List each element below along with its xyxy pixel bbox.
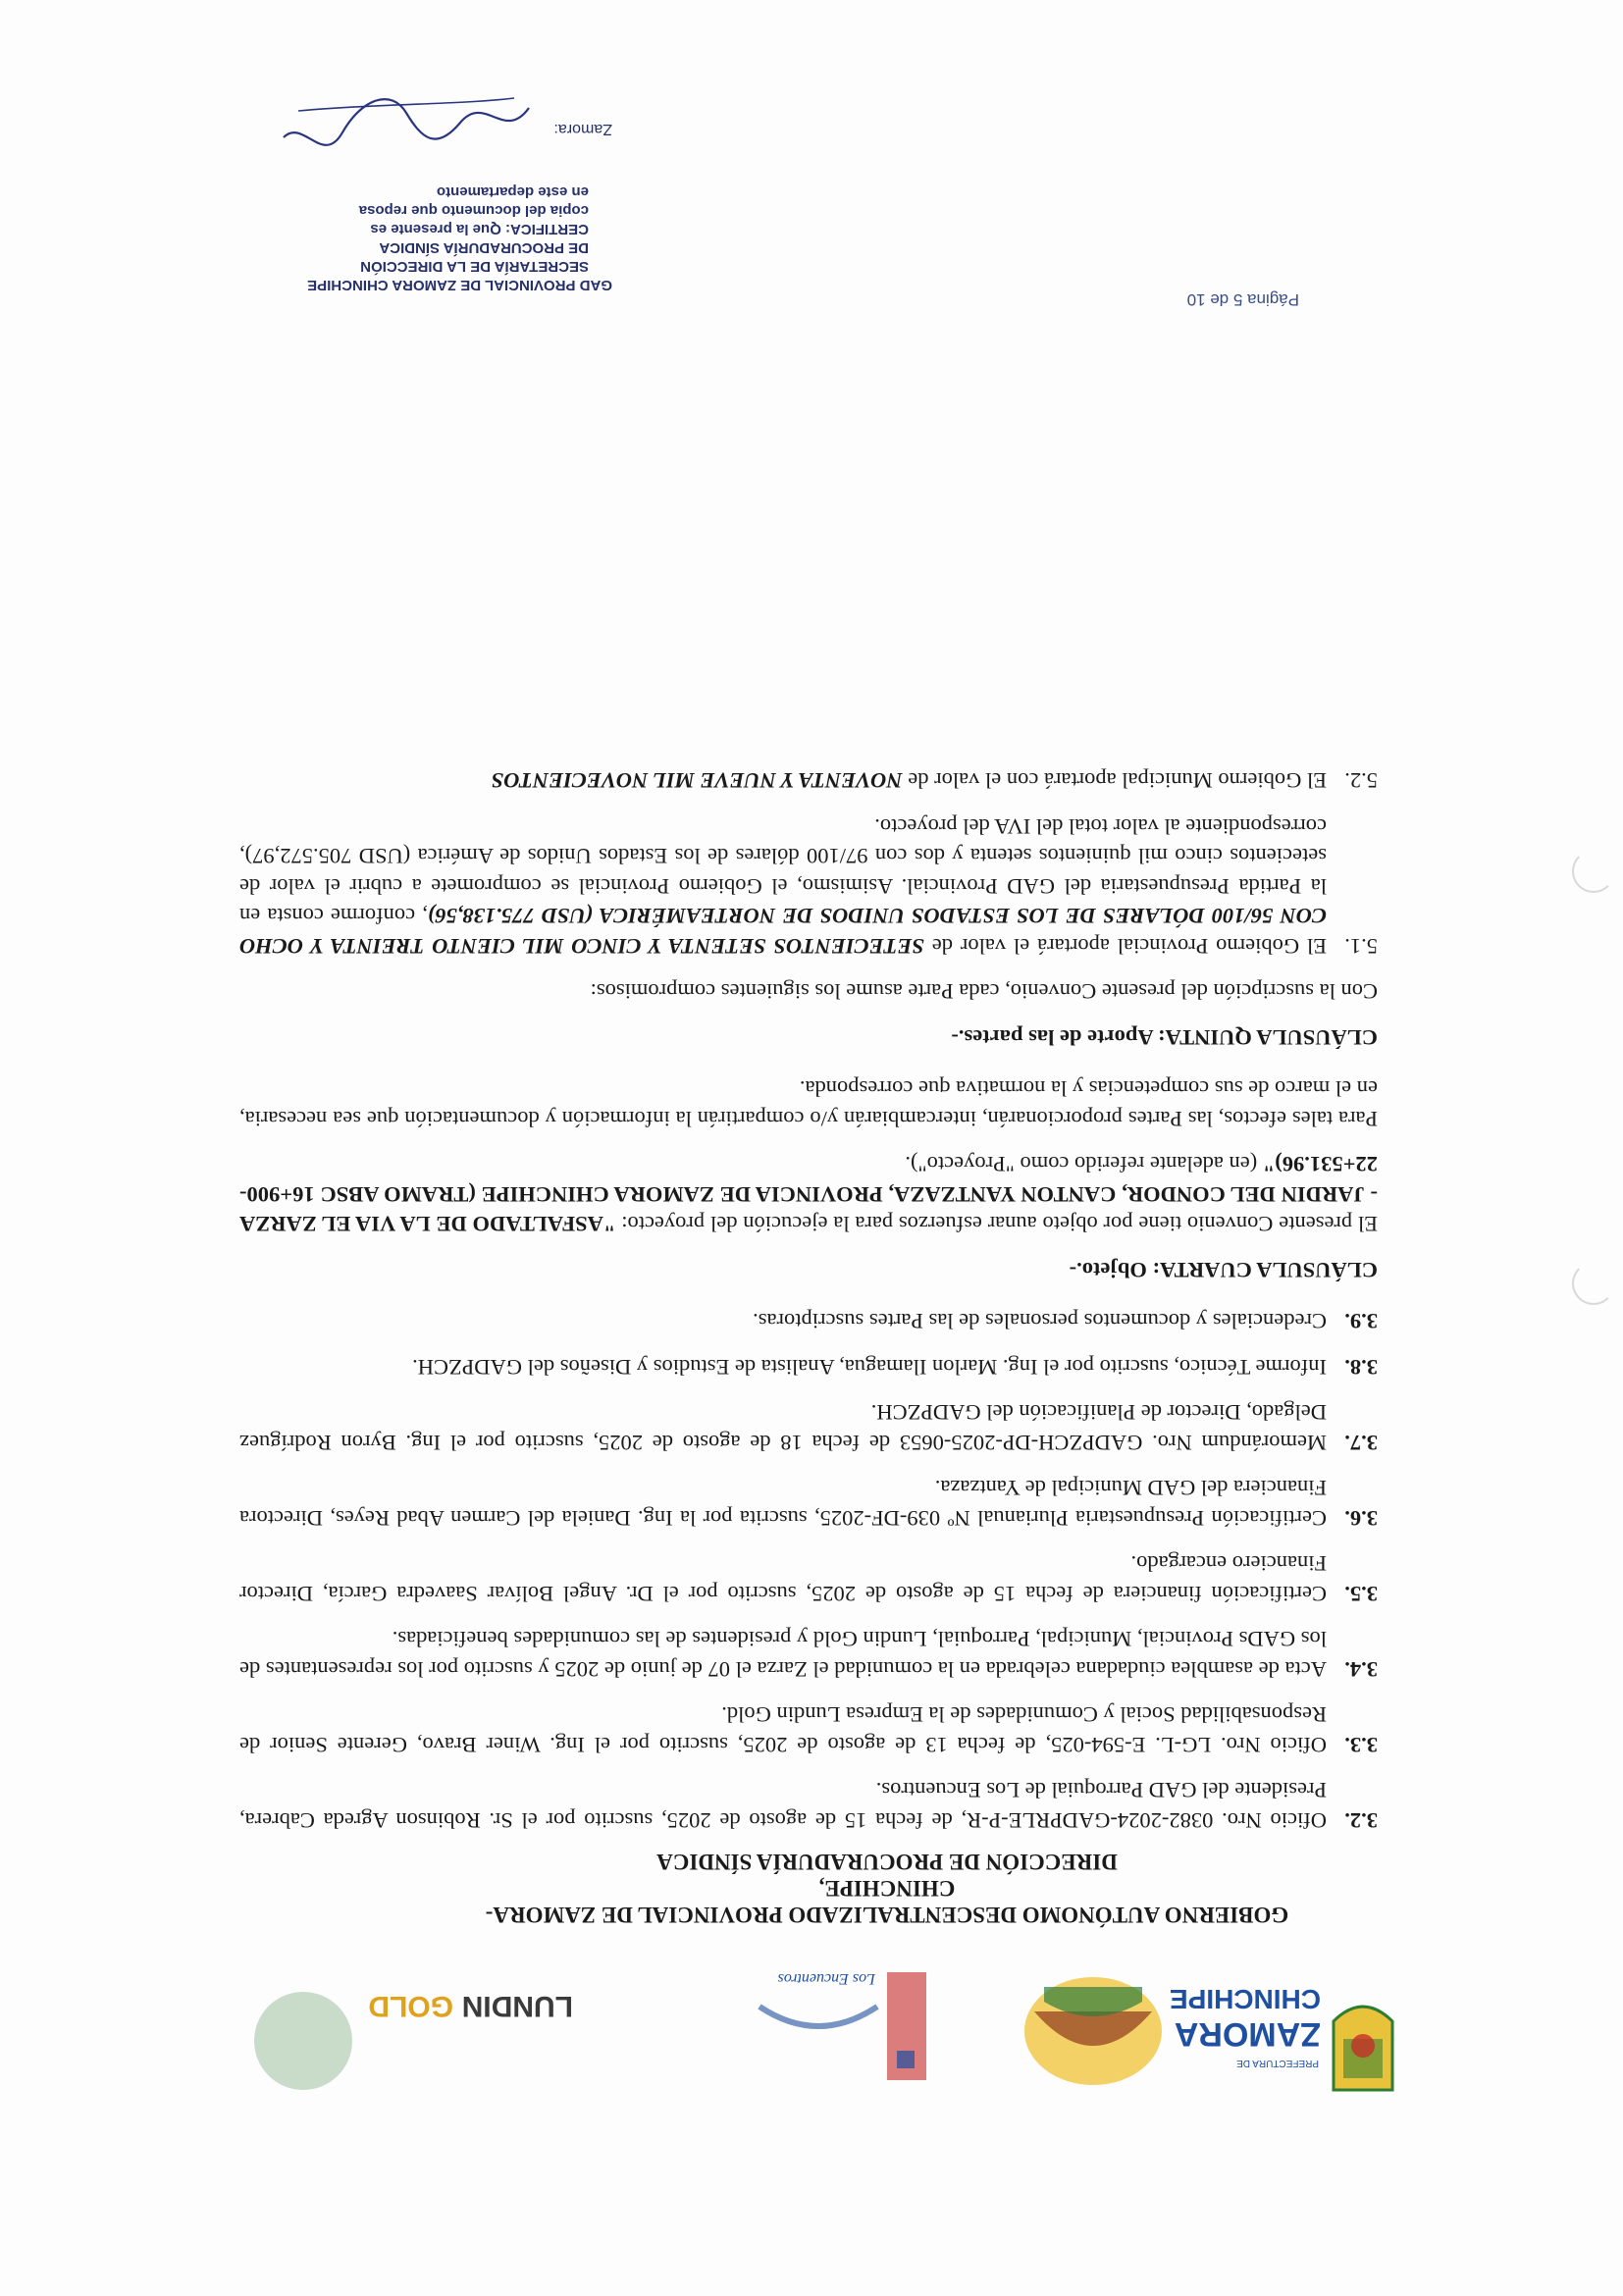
lundin-gold-logo [239,1953,583,2100]
document-header [396,1849,1378,1928]
list-item: 3.4. Acta de asamblea ciudadana celebrada en la comunidad el Zarza el 07 de junio de 2025 y suscrito por los representantes de los GADs Provincial, Municipal, Parroquial, Lundin Gold y presidentes de las comunidades beneficiadas. [239,1627,1378,1682]
provincial-amount: SETECIENTOS SETENTA Y CINCO MIL CIENTO TREINTA Y OCHO CON 56/100 DÓLARES DE LOS ESTADOS UNIDOS DE NORTEAMÉRICA (USD 775.138,56) [239,904,1327,959]
stamp-zamora-label: Zamora: [553,121,612,137]
municipal-amount: NOVENTA Y NUEVE MIL NOVECIENTOS [491,768,903,794]
svg-text:PREFECTURA DE: PREFECTURA DE [1236,2058,1319,2068]
svg-text:GOLD: GOLD [368,1990,453,2022]
clause-five-item-1: 5.1. El Gobierno Provincial aportará el valor de SETECIENTOS SETENTA Y CINCO MIL CIENTO TREINTA Y OCHO CON 56/100 DÓLARES DE LOS ESTADOS UNIDOS DE NORTEAMÉRICA (USD 775.138,56), conforme consta en la Partida Presupuestaria del GAD Provincial. Asimismo, el Gobierno Provincial se compromete a cubrir el valor de setecientos cinco mil quinientos setenta y dos con 97/100 dólares de los Estados Unidos de América (USD 705.572,97), correspondiente al valor total del IVA del proyecto. [238,814,1378,959]
page-number: Página 5 de 10 [1186,290,1299,309]
clause-five-intro: Con la suscripción del presente Convenio, cada Parte asume los siguientes compromisos: [590,979,1378,1005]
clause-five-item-2: 5.2. El Gobierno Municipal aportará con el valor de NOVENTA Y NUEVE MIL NOVECIENTOS [491,768,1378,794]
zamora-chinchipe-logo [1169,1953,1397,2100]
svg-text:CHINCHIPE: CHINCHIPE [1169,1984,1321,2014]
header-line-3: DIRECCIÓN DE PROCURADURÍA SÍNDICA [656,1850,1118,1874]
header-line-1: GOBIERNO AUTÓNOMO DESCENTRALIZADO PROVINCIAL DE ZAMORA- [485,1903,1289,1927]
list-item: 3.5. Certificación financiera de fecha 15 de agosto de 2025, suscrito por el Dr. Angel Bolívar Saavedra García, Director Financiero encargado. [239,1551,1378,1606]
list-item: 3.3. Oficio Nro. LG-L. E-594-025, de fecha 13 de agosto de 2025, suscrito por el Ing. Winer Bravo, Gerente Senior de Responsabilidad Social y Comunidades de la Empresa Lundin Gold. [239,1702,1378,1757]
list-item: 3.9. Credenciales y documentos personales de las Partes suscriptoras. [753,1309,1378,1334]
header-line-2: CHINCHIPE, [818,1876,956,1901]
logo-row [171,1943,1397,2100]
svg-text:LUNDIN: LUNDIN [461,1990,573,2022]
list-item: 3.2. Oficio Nro. 0382-2024-GADPRLE-P-R, de fecha 15 de agosto de 2025, suscrito por el Sr. Robinson Agreda Cabrera, Presidente del GAD Parroquial de Los Encuentros. [239,1778,1378,1833]
los-encuentros-logo [750,1953,946,2100]
list-item: 3.8. Informe Técnico, suscrito por el Ing. Marlon Ilamagua, Analista de Estudios y Diseños del GADPZCH. [412,1355,1378,1380]
list-item: 3.6. Certificación Presupuestaria Plurianual Nº 039-DF-2025, suscrita por la Ing. Daniela del Carmen Abad Reyes, Directora Financiera del GAD Municipal de Yantzaza. [239,1476,1378,1531]
svg-text:Los Encuentros: Los Encuentros [777,1970,875,1987]
svg-text:ZAMORA: ZAMORA [1174,2015,1321,2053]
scan-mark [1572,850,1615,893]
project-name: "ASFALTADO DE LA VIA EL ZARZA - JARDIN DEL CONDOR, CANTON YANTZAZA, PROVINCIA DE ZAMORA CHINCHIPE (TRAMO ABSC 16+900-22+531.96)" [239,1152,1378,1237]
clause-four-paragraph-1: El presente Convenio tiene por objeto aunar esfuerzos para la ejecución del proyecto: "ASFALTADO DE LA VIA EL ZARZA - JARDIN DEL CONDOR, CANTON YANTZAZA, PROVINCIA DE ZAMORA CHINCHIPE (TRAMO ABSC 16+900-22+531.96)" (en adelante referido como "Proyecto"). [239,1152,1378,1237]
community-emblem [995,1953,1191,2100]
clause-five-title: CLÁUSULA QUINTA: Aporte de las partes.- [951,1025,1378,1050]
document-body [239,750,1378,1835]
clause-four-paragraph-2: Para tales efectos, las Partes proporcionarán, intercambiarán y/o compartirán la información y documentación que sea necesaria, en el marco de sus competencias y la normativa que corresponda. [239,1076,1378,1131]
clause-four-title: CLÁUSULA CUARTA: Objeto.- [1069,1258,1378,1282]
list-item: 3.7. Memorándum Nro. GADPZCH-DP-2025-0653 de fecha 18 de agosto de 2025, suscrito por el Ing. Byron Rodríguez Delgado, Director de Planificación del GADPZCH. [239,1400,1378,1455]
handwritten-signature [279,83,534,152]
certification-stamp: GAD PROVINCIAL DE ZAMORA CHINCHIPE SECRETARÍA DE LA DIRECCIÓN DE PROCURADURÍA SÍNDICA CERTIFICA: Que la presente es copia del documento que reposa en este departamento [307,183,612,293]
scan-mark [1572,1262,1615,1305]
